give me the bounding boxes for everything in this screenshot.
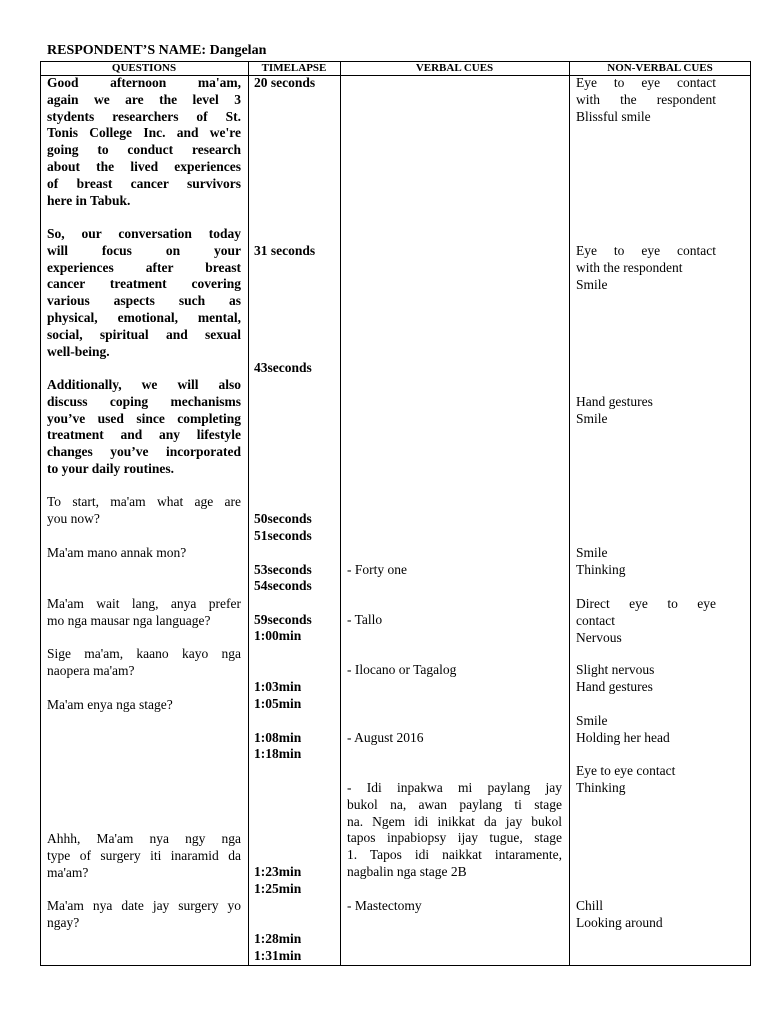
verbal-line: na. Ngem idi inikkat da jay bukol (347, 813, 562, 829)
verbal-cue: - Mastectomy (347, 898, 422, 913)
question-line: of breast cancer survivors (47, 175, 241, 191)
nonverbal-cue (576, 75, 716, 125)
header-nonverbal-cues: NON-VERBAL CUES (607, 62, 713, 74)
question-line: Ma'am wait lang, anya prefer (47, 596, 241, 611)
nonverbal-cue (576, 243, 716, 293)
nonverbal-line: Slight nervous (576, 662, 655, 677)
verbal-line: nagbalin nga stage 2B (347, 863, 467, 879)
timelapse-entry: 31 seconds (254, 243, 316, 258)
nonverbal-line: Smile (576, 713, 608, 728)
nonverbal-cue (576, 662, 716, 696)
timelapse-entry: 1:05min (254, 696, 302, 711)
timelapse-entry: 1:23min (254, 864, 302, 879)
question-line: social, spiritual and sexual (47, 326, 241, 342)
timelapse-entry: 1:31min (254, 948, 302, 963)
question-line: well-being. (47, 343, 110, 359)
respondent-name-heading: RESPONDENT’S NAME: Dangelan (47, 43, 267, 58)
nonverbal-line: Smile (576, 545, 608, 560)
verbal-cue: - August 2016 (347, 730, 424, 745)
nonverbal-line: Looking around (576, 914, 663, 930)
question-line: again we are the level 3 (47, 91, 241, 107)
question-line: Ahhh, Ma'am nya ngy nga (47, 831, 241, 846)
verbal-cue (347, 780, 562, 881)
nonverbal-line: Nervous (576, 629, 622, 645)
nonverbal-line: Chill (576, 898, 604, 913)
nonverbal-line: Hand gestures (576, 394, 653, 409)
question-line: going to conduct research (47, 142, 241, 158)
question-line: experiences after breast (47, 259, 241, 275)
nonverbal-line: Eye to eye contact (576, 243, 716, 258)
nonverbal-cue (576, 596, 716, 646)
timelapse-entry: 1:00min (254, 628, 302, 643)
nonverbal-line: Smile (576, 276, 608, 292)
nonverbal-line: with the respondent (576, 259, 683, 275)
question-5 (47, 545, 241, 562)
question-line: To start, ma'am what age are (47, 494, 241, 509)
nonverbal-line: Blissful smile (576, 108, 651, 124)
question-9 (47, 831, 241, 881)
verbal-line: 1. Tapos idi naikkat intaramente, (347, 847, 562, 863)
timelapse-entry: 54seconds (254, 578, 312, 593)
timelapse-entry: 51seconds (254, 528, 312, 543)
question-line: to your daily routines. (47, 460, 175, 476)
verbal-cue: - Ilocano or Tagalog (347, 662, 457, 677)
question-4 (47, 494, 241, 528)
question-line: discuss coping mechanisms (47, 393, 241, 409)
nonverbal-cue (576, 898, 716, 932)
timelapse-entry: 1:18min (254, 746, 302, 761)
verbal-cue: - Tallo (347, 612, 383, 627)
column-divider (248, 61, 249, 966)
question-line: cancer treatment covering (47, 276, 241, 292)
timelapse-entry: 1:28min (254, 931, 302, 946)
nonverbal-cue (576, 763, 716, 797)
nonverbal-line: Smile (576, 410, 608, 426)
column-divider (340, 61, 341, 966)
question-line: here in Tabuk. (47, 192, 131, 208)
nonverbal-cue (576, 394, 716, 428)
question-line: Tonis College Inc. and we're (47, 125, 241, 141)
question-line: type of surgery iti inaramid da (47, 847, 241, 863)
timelapse-entry: 20 seconds (254, 75, 316, 90)
question-line: about the lived experiences (47, 158, 241, 174)
question-line: physical, emotional, mental, (47, 309, 241, 325)
question-line: Ma'am nya date jay surgery yo (47, 898, 241, 913)
nonverbal-line: Eye to eye contact (576, 75, 716, 90)
question-line: stydents researchers of St. (47, 108, 241, 124)
nonverbal-line: with the respondent (576, 91, 716, 107)
question-line: will focus on your (47, 242, 241, 258)
nonverbal-line: Thinking (576, 561, 626, 577)
header-verbal-cues: VERBAL CUES (415, 62, 494, 74)
question-6 (47, 596, 241, 630)
timelapse-entry: 1:25min (254, 881, 302, 896)
nonverbal-line: Direct eye to eye (576, 596, 716, 611)
nonverbal-line: Eye to eye contact (576, 763, 676, 778)
question-line: ngay? (47, 914, 80, 930)
question-8 (47, 697, 241, 714)
question-line: you now? (47, 510, 100, 526)
verbal-cue: - Forty one (347, 562, 407, 577)
timelapse-entry: 1:08min (254, 730, 302, 745)
timelapse-entry: 59seconds (254, 612, 312, 627)
question-line: mo nga mausar nga language? (47, 612, 211, 628)
question-7 (47, 646, 241, 680)
question-line: Ma'am enya nga stage? (47, 697, 173, 712)
column-divider (569, 61, 570, 966)
header-timelapse: TIMELAPSE (261, 62, 327, 74)
nonverbal-line: Thinking (576, 779, 626, 795)
question-2 (47, 226, 241, 360)
question-line: you’ve used since completing (47, 410, 241, 426)
nonverbal-cue (576, 545, 716, 579)
question-line: changes you’ve incorporated (47, 444, 241, 460)
timelapse-entry: 50seconds (254, 511, 312, 526)
nonverbal-line: Holding her head (576, 729, 670, 745)
question-3 (47, 377, 241, 478)
question-1 (47, 75, 241, 209)
verbal-line: bukol na, awan paylang ti stage (347, 796, 562, 812)
nonverbal-line: Hand gestures (576, 678, 653, 694)
question-line: Sige ma'am, kaano kayo nga (47, 646, 241, 661)
question-line: ma'am? (47, 864, 89, 880)
question-10 (47, 898, 241, 932)
verbal-line: tapos inpabiopsy ijay tugue, stage (347, 830, 562, 846)
question-line: Ma'am mano annak mon? (47, 545, 187, 560)
header-questions: QUESTIONS (111, 62, 177, 74)
timelapse-entry: 53seconds (254, 562, 312, 577)
timelapse-entry: 43seconds (254, 360, 312, 375)
verbal-line: - Idi inpakwa mi paylang jay (347, 780, 562, 795)
nonverbal-line: contact (576, 612, 615, 628)
nonverbal-cue (576, 713, 716, 747)
question-line: Additionally, we will also (47, 377, 241, 392)
question-line: So, our conversation today (47, 226, 241, 241)
question-line: treatment and any lifestyle (47, 427, 241, 443)
question-line: Good afternoon ma'am, (47, 75, 241, 90)
question-line: various aspects such as (47, 293, 241, 309)
timelapse-entry: 1:03min (254, 679, 302, 694)
question-line: naopera ma'am? (47, 662, 135, 678)
